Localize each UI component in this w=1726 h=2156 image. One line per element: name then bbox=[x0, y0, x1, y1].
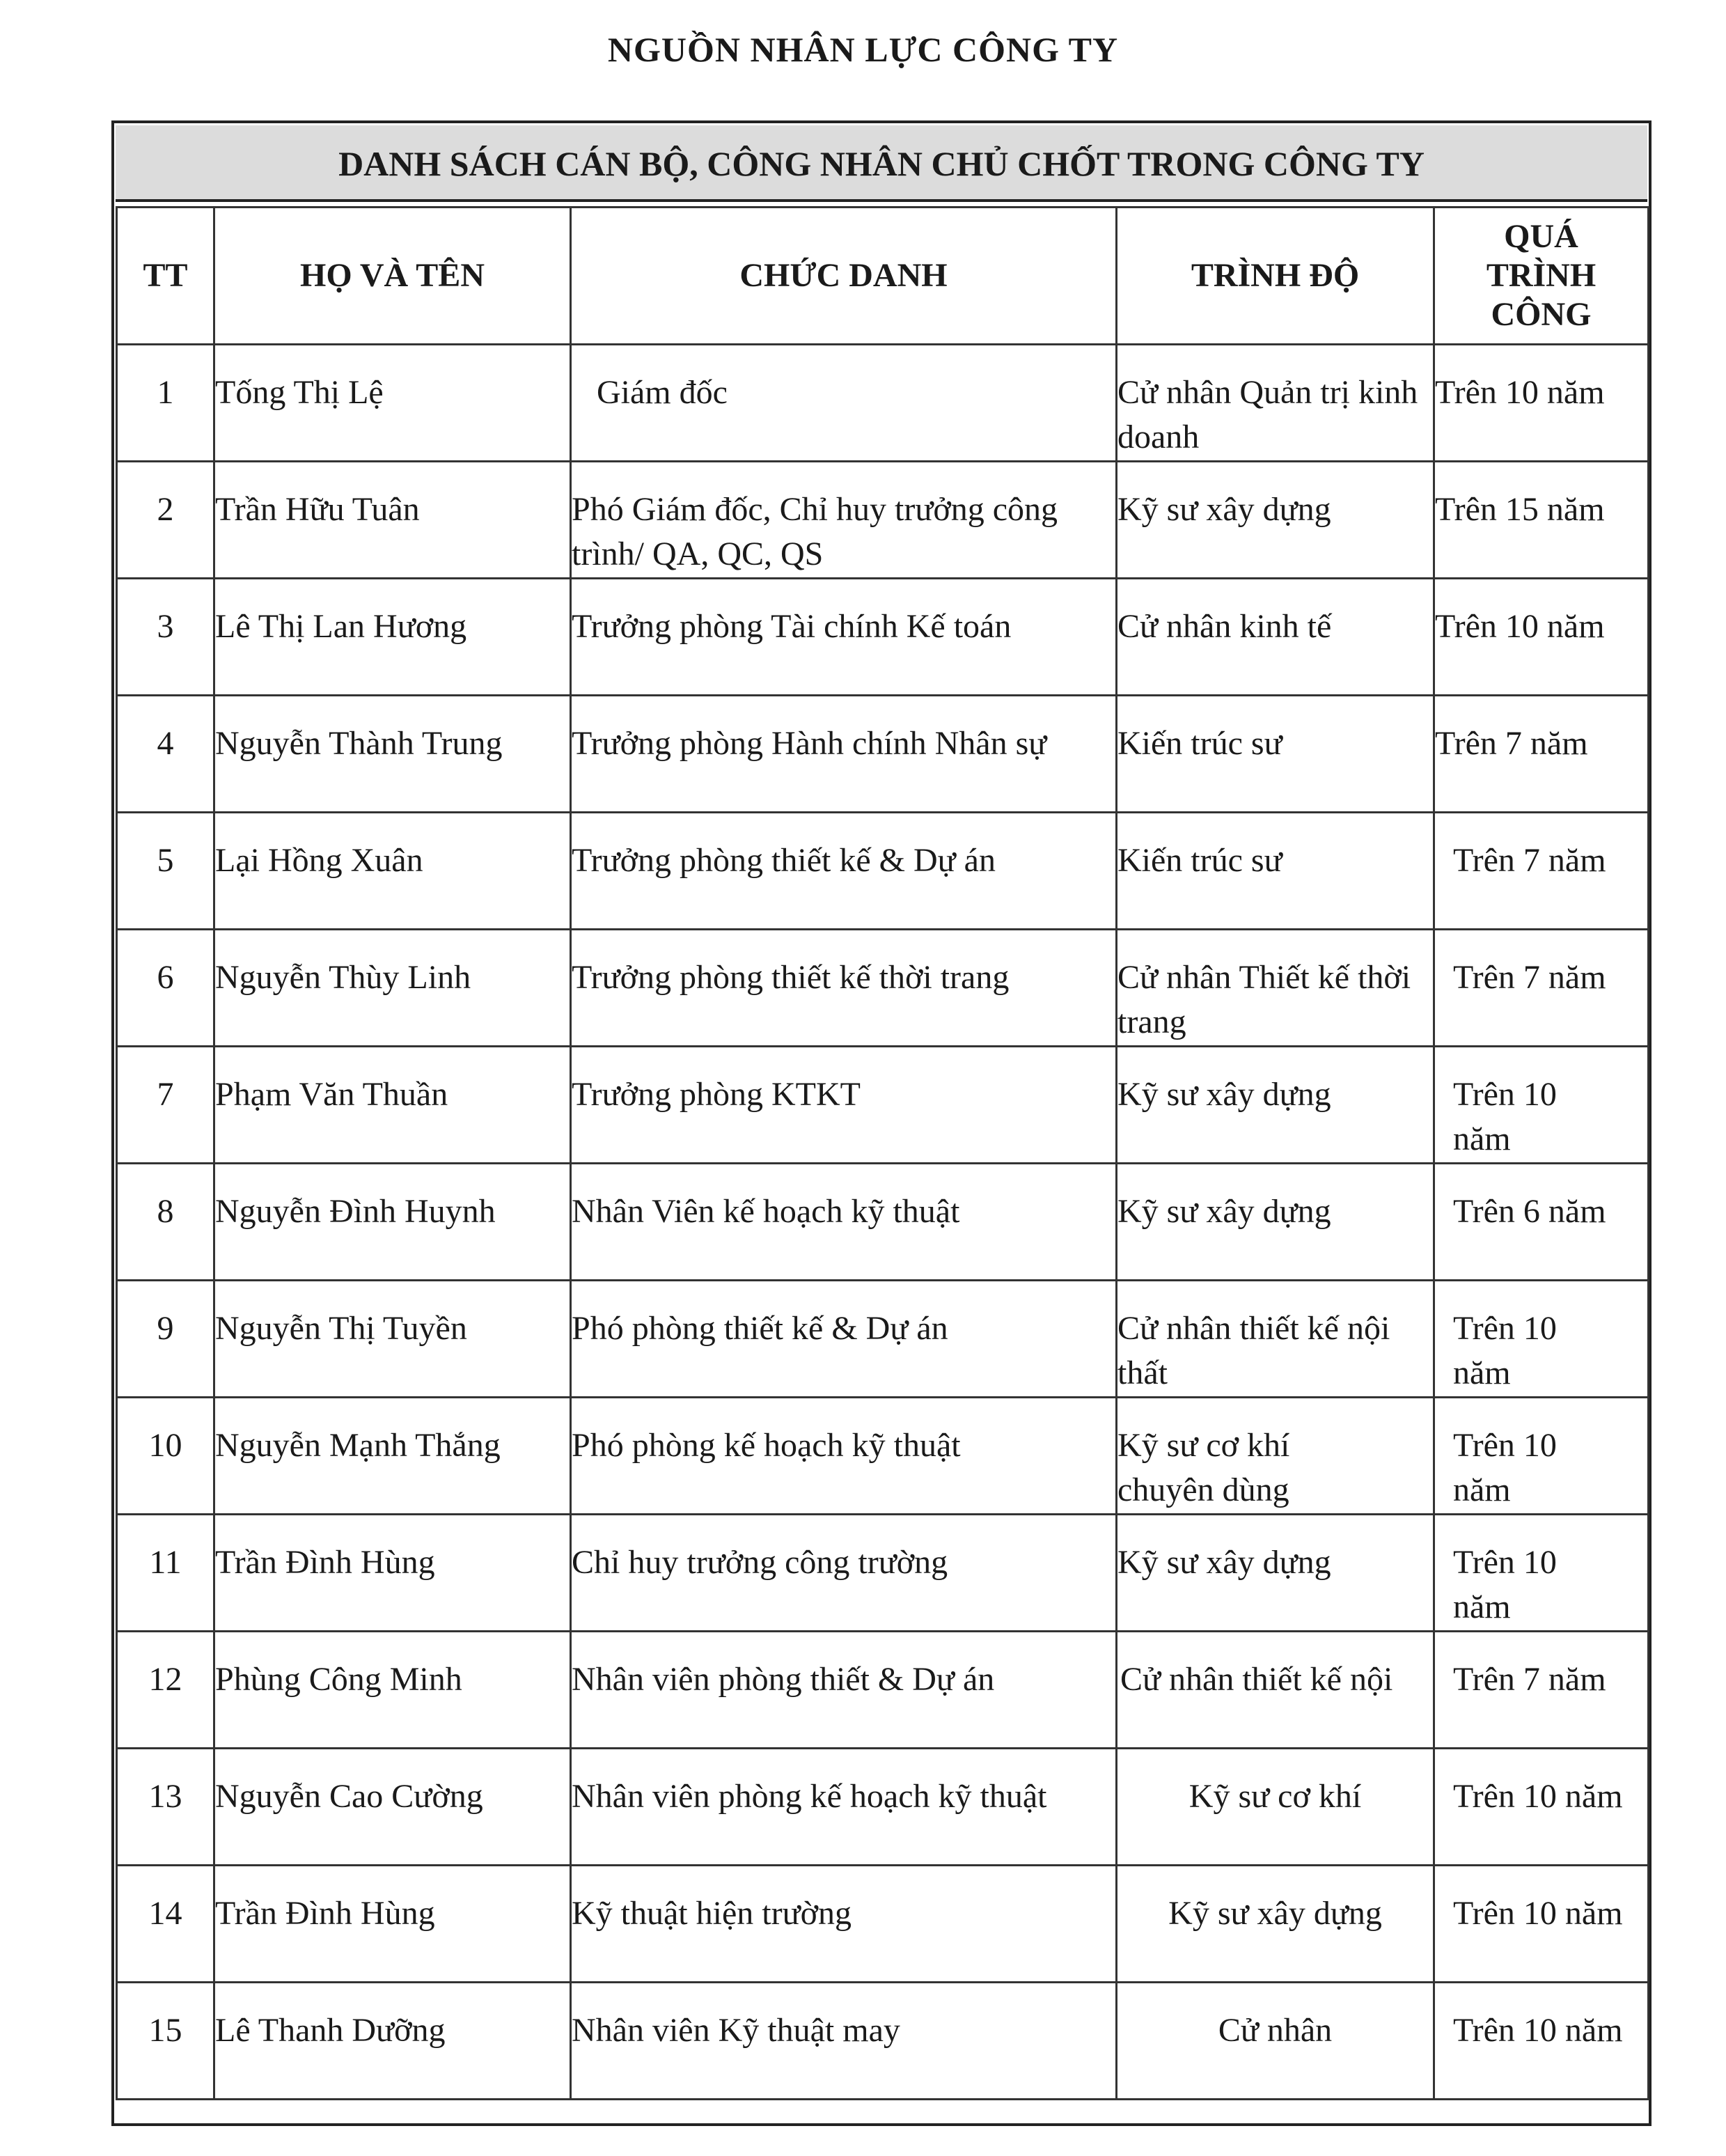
cell-tt: 15 bbox=[117, 1983, 214, 2100]
cell-tt: 5 bbox=[117, 813, 214, 930]
cell-name: Lê Thanh Dưỡng bbox=[214, 1983, 571, 2100]
header-years-line3: CÔNG bbox=[1491, 296, 1592, 333]
cell-name: Trần Hữu Tuân bbox=[214, 462, 571, 579]
cell-years: Trên 10 năm bbox=[1434, 1398, 1649, 1515]
cell-name: Tống Thị Lệ bbox=[214, 345, 571, 462]
cell-years: Trên 10 năm bbox=[1434, 345, 1649, 462]
cell-role: Nhân viên phòng thiết & Dự án bbox=[571, 1632, 1117, 1749]
cell-role: Kỹ thuật hiện trường bbox=[571, 1866, 1117, 1983]
header-level: TRÌNH ĐỘ bbox=[1117, 208, 1434, 345]
cell-tt: 12 bbox=[117, 1632, 214, 1749]
cell-years: Trên 10 năm bbox=[1434, 1866, 1649, 1983]
cell-years: Trên 7 năm bbox=[1434, 930, 1649, 1047]
cell-level: Kỹ sư cơ khí bbox=[1117, 1749, 1434, 1866]
cell-tt: 3 bbox=[117, 579, 214, 696]
cell-tt: 8 bbox=[117, 1164, 214, 1281]
cell-years: Trên 10 năm bbox=[1434, 1749, 1649, 1866]
cell-years: Trên 10 năm bbox=[1434, 1983, 1649, 2100]
header-name: HỌ VÀ TÊN bbox=[214, 208, 571, 345]
cell-tt: 13 bbox=[117, 1749, 214, 1866]
cell-years: Trên 7 năm bbox=[1434, 696, 1649, 813]
cell-years: Trên 6 năm bbox=[1434, 1164, 1649, 1281]
cell-years: Trên 10 năm bbox=[1434, 1281, 1649, 1398]
cell-name: Nguyễn Mạnh Thắng bbox=[214, 1398, 571, 1515]
header-years-line1: QUÁ bbox=[1504, 218, 1578, 255]
document-title: NGUỒN NHÂN LỰC CÔNG TY bbox=[607, 30, 1119, 69]
cell-level: Cử nhân Thiết kế thời trang bbox=[1117, 930, 1434, 1047]
table-row bbox=[117, 1749, 1649, 1866]
table-row bbox=[117, 930, 1649, 1047]
header-tt: TT bbox=[117, 208, 214, 345]
table-row bbox=[117, 1632, 1649, 1749]
table-row bbox=[117, 345, 1649, 462]
cell-level: Kiến trúc sư bbox=[1117, 696, 1434, 813]
cell-role: Trưởng phòng thiết kế thời trang bbox=[571, 930, 1117, 1047]
cell-role: Trưởng phòng thiết kế & Dự án bbox=[571, 813, 1117, 930]
cell-tt: 7 bbox=[117, 1047, 214, 1164]
cell-name: Nguyễn Cao Cường bbox=[214, 1749, 571, 1866]
cell-level: Cử nhân thiết kế nội bbox=[1117, 1632, 1434, 1749]
table-row bbox=[117, 696, 1649, 813]
cell-level: Cử nhân thiết kế nội thất bbox=[1117, 1281, 1434, 1398]
cell-level: Cử nhân Quản trị kinh doanh bbox=[1117, 345, 1434, 462]
cell-name: Lê Thị Lan Hương bbox=[214, 579, 571, 696]
table-row bbox=[117, 579, 1649, 696]
table-row bbox=[117, 813, 1649, 930]
cell-role: Nhân viên phòng kế hoạch kỹ thuật bbox=[571, 1749, 1117, 1866]
cell-years: Trên 7 năm bbox=[1434, 813, 1649, 930]
cell-role: Nhân Viên kế hoạch kỹ thuật bbox=[571, 1164, 1117, 1281]
cell-name: Nguyễn Đình Huynh bbox=[214, 1164, 571, 1281]
cell-role: Trưởng phòng Hành chính Nhân sự bbox=[571, 696, 1117, 813]
cell-years: Trên 10 năm bbox=[1434, 579, 1649, 696]
header-role: CHỨC DANH bbox=[571, 208, 1117, 345]
cell-years: Trên 10 năm bbox=[1434, 1047, 1649, 1164]
table-row bbox=[117, 1983, 1649, 2100]
cell-level: Kỹ sư cơ khí chuyên dùng bbox=[1117, 1398, 1434, 1515]
header-years bbox=[1434, 208, 1649, 345]
cell-level: Kỹ sư xây dựng bbox=[1117, 1164, 1434, 1281]
header-years-line2: TRÌNH bbox=[1486, 257, 1596, 294]
cell-tt: 4 bbox=[117, 696, 214, 813]
cell-level: Kỹ sư xây dựng bbox=[1117, 1515, 1434, 1632]
cell-role: Chỉ huy trưởng công trường bbox=[571, 1515, 1117, 1632]
cell-role: Giám đốc bbox=[571, 345, 1117, 462]
cell-tt: 9 bbox=[117, 1281, 214, 1398]
table-row bbox=[117, 1398, 1649, 1515]
cell-level: Cử nhân bbox=[1117, 1983, 1434, 2100]
cell-tt: 1 bbox=[117, 345, 214, 462]
staff-table bbox=[116, 206, 1649, 2100]
cell-name: Trần Đình Hùng bbox=[214, 1515, 571, 1632]
cell-tt: 14 bbox=[117, 1866, 214, 1983]
cell-level: Kỹ sư xây dựng bbox=[1117, 462, 1434, 579]
cell-role: Nhân viên Kỹ thuật may bbox=[571, 1983, 1117, 2100]
cell-name: Nguyễn Thành Trung bbox=[214, 696, 571, 813]
cell-tt: 6 bbox=[117, 930, 214, 1047]
cell-tt: 11 bbox=[117, 1515, 214, 1632]
cell-years: Trên 7 năm bbox=[1434, 1632, 1649, 1749]
cell-name: Nguyễn Thùy Linh bbox=[214, 930, 571, 1047]
cell-name: Phạm Văn Thuần bbox=[214, 1047, 571, 1164]
cell-level: Kỹ sư xây dựng bbox=[1117, 1866, 1434, 1983]
cell-role: Trưởng phòng Tài chính Kế toán bbox=[571, 579, 1117, 696]
table-row bbox=[117, 1047, 1649, 1164]
cell-role: Phó phòng kế hoạch kỹ thuật bbox=[571, 1398, 1117, 1515]
cell-name: Nguyễn Thị Tuyền bbox=[214, 1281, 571, 1398]
table-row bbox=[117, 1281, 1649, 1398]
table-header-row bbox=[117, 208, 1649, 345]
cell-name: Phùng Công Minh bbox=[214, 1632, 571, 1749]
table-row bbox=[117, 1866, 1649, 1983]
table-row bbox=[117, 1164, 1649, 1281]
cell-name: Lại Hồng Xuân bbox=[214, 813, 571, 930]
cell-years: Trên 15 năm bbox=[1434, 462, 1649, 579]
cell-role: Trưởng phòng KTKT bbox=[571, 1047, 1117, 1164]
cell-level: Kỹ sư xây dựng bbox=[1117, 1047, 1434, 1164]
cell-role: Phó phòng thiết kế & Dự án bbox=[571, 1281, 1117, 1398]
cell-tt: 10 bbox=[117, 1398, 214, 1515]
cell-years: Trên 10 năm bbox=[1434, 1515, 1649, 1632]
cell-level: Cử nhân kinh tế bbox=[1117, 579, 1434, 696]
table-row bbox=[117, 1515, 1649, 1632]
cell-level: Kiến trúc sư bbox=[1117, 813, 1434, 930]
cell-name: Trần Đình Hùng bbox=[214, 1866, 571, 1983]
table-title-banner: DANH SÁCH CÁN BỘ, CÔNG NHÂN CHỦ CHỐT TRONG CÔNG TY bbox=[116, 125, 1647, 202]
cell-tt: 2 bbox=[117, 462, 214, 579]
cell-role: Phó Giám đốc, Chỉ huy trưởng công trình/ QA, QC, QS bbox=[571, 462, 1117, 579]
table-row bbox=[117, 462, 1649, 579]
